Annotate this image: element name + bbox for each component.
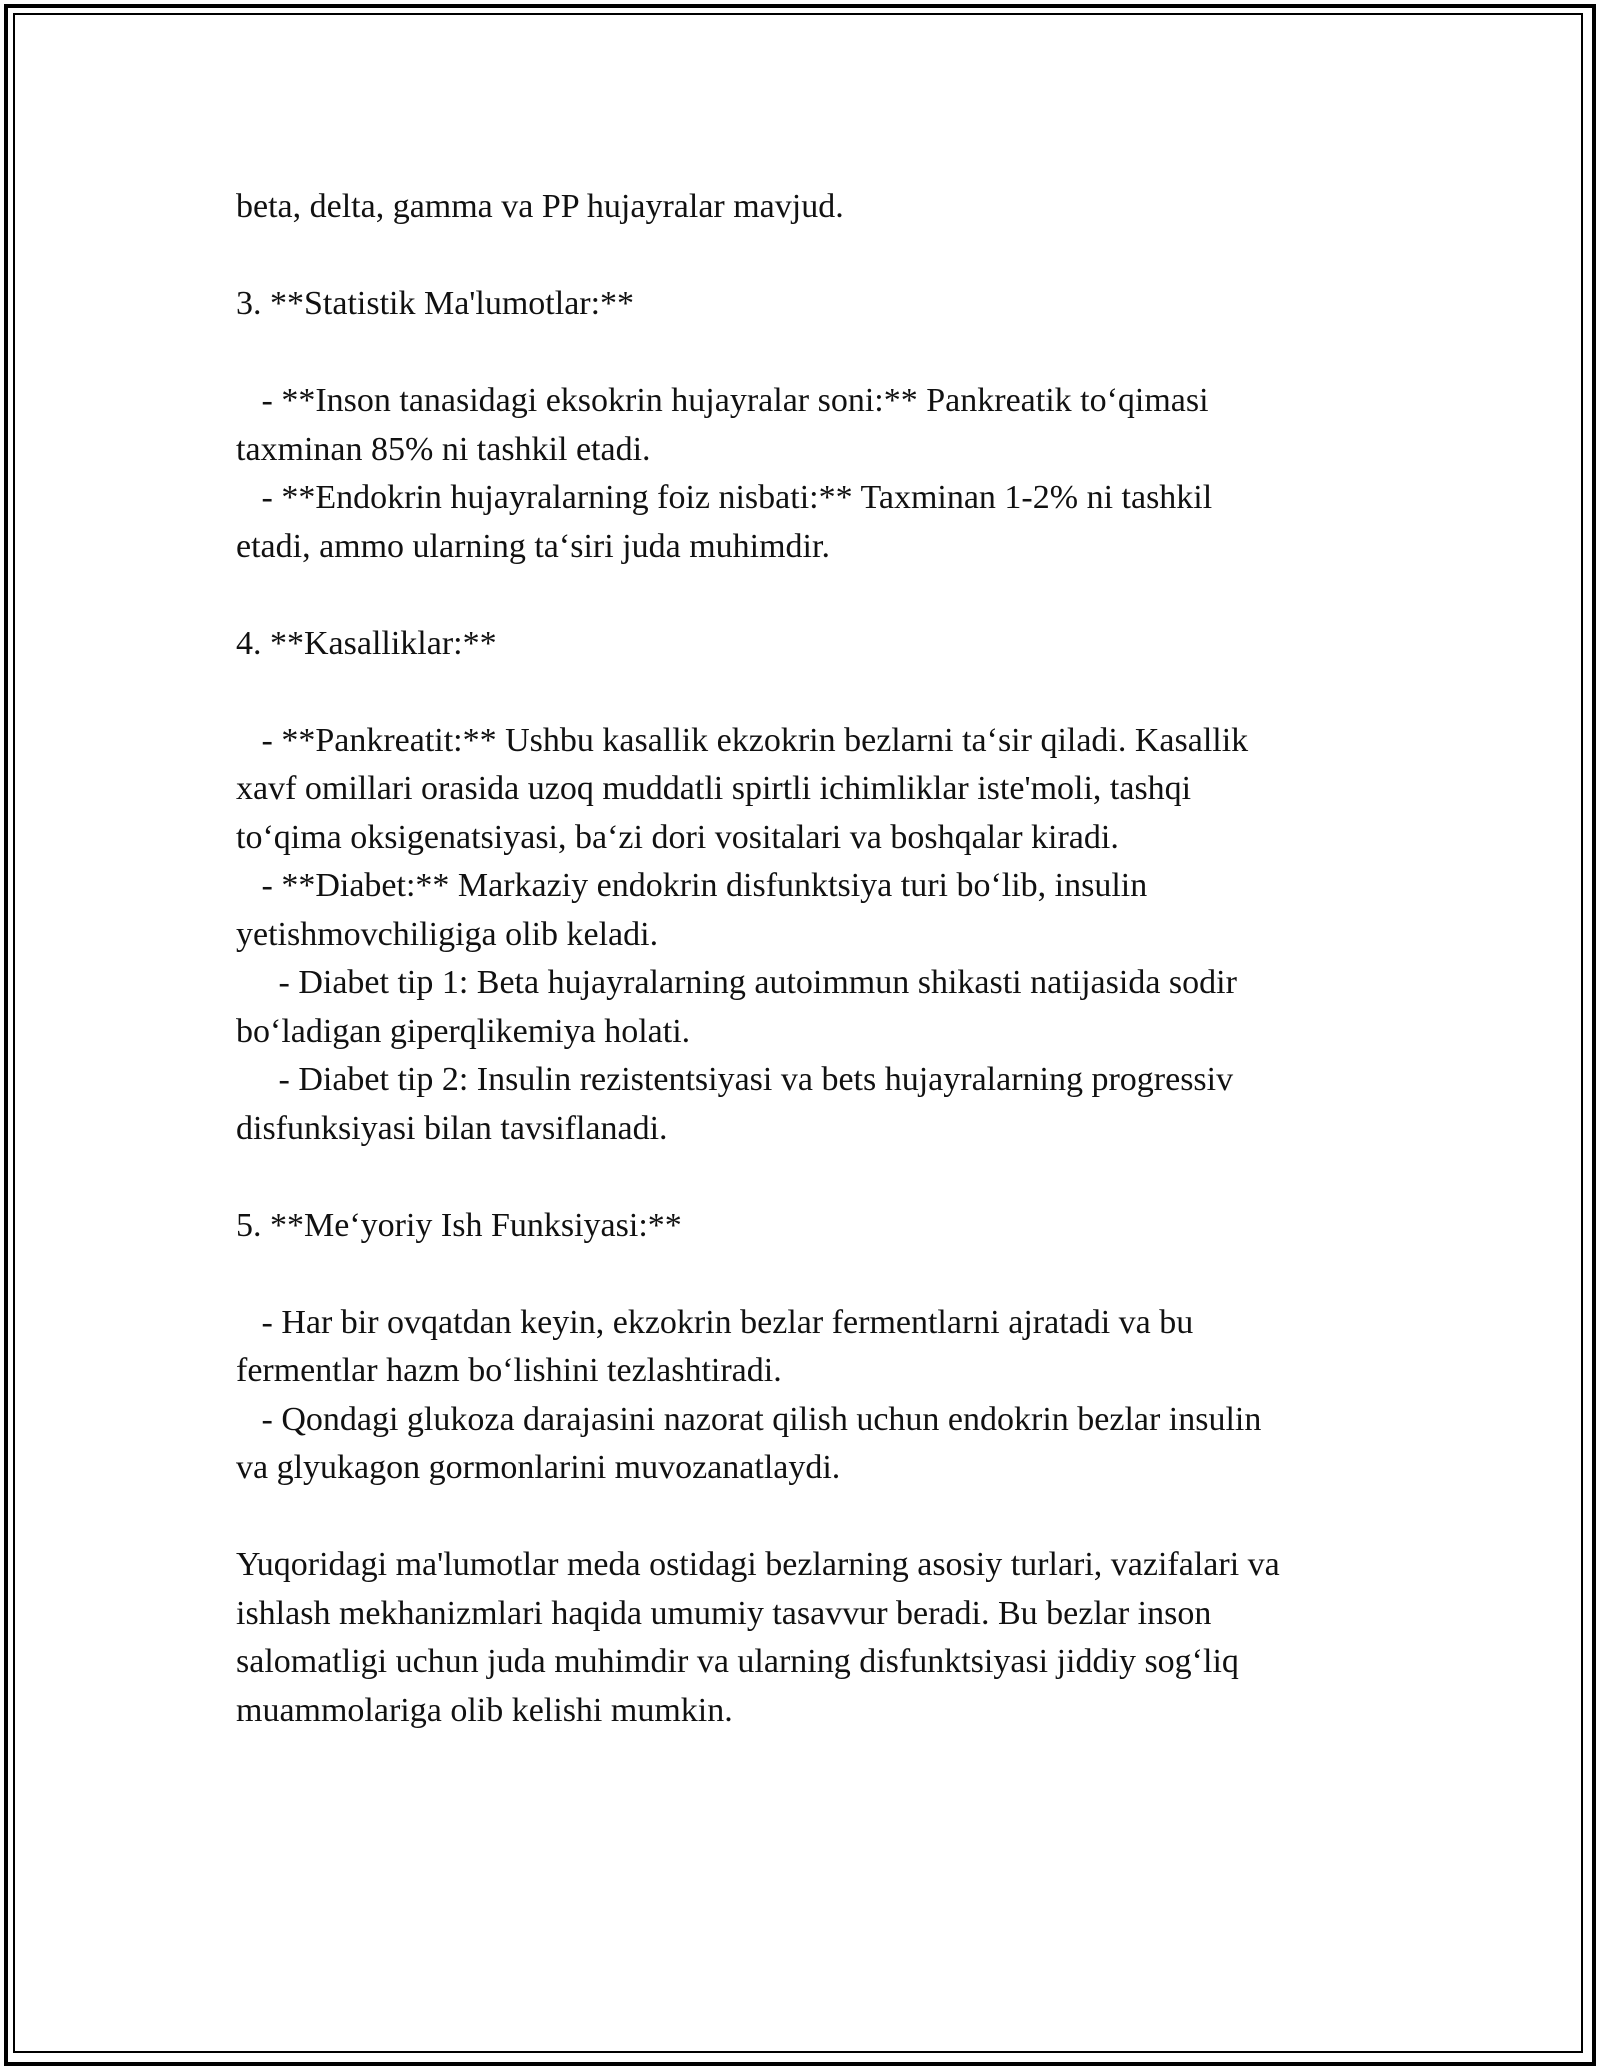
text-paragraph: - Diabet tip 2: Insulin rezistentsiyasi va bets hujayralarning progressiv disfunksiyasi bilan tavsiflanadi.: [236, 1061, 1234, 1147]
text-paragraph: - **Endokrin hujayralarning foiz nisbati:** Taxminan 1-2% ni tashkil etadi, ammo ularning ta‘siri juda muhimdir.: [236, 479, 1213, 565]
paragraph-spacer: [236, 1493, 1386, 1542]
paragraph-spacer: [236, 232, 1386, 281]
document-body: [236, 183, 1386, 1735]
text-paragraph: - Har bir ovqatdan keyin, ekzokrin bezlar fermentlarni ajratadi va bu fermentlar hazm bo‘lishini tezlashtiradi.: [236, 1303, 1194, 1389]
text-paragraph: 4. **Kasalliklar:**: [236, 624, 497, 662]
paragraph-spacer: [236, 571, 1386, 620]
text-paragraph: 5. **Me‘yoriy Ish Funksiyasi:**: [236, 1206, 682, 1244]
text-paragraph: - **Diabet:** Markaziy endokrin disfunktsiya turi bo‘lib, insulin yetishmovchiligiga olib keladi.: [236, 867, 1148, 953]
text-paragraph: - Diabet tip 1: Beta hujayralarning autoimmun shikasti natijasida sodir bo‘ladigan giperqlikemiya holati.: [236, 964, 1237, 1050]
paragraph-spacer: [236, 1153, 1386, 1202]
text-paragraph: Yuqoridagi ma'lumotlar meda ostidagi bezlarning asosiy turlari, vazifalari va ishlash mekhanizmlari haqida umumiy tasavvur beradi. Bu bezlar inson salomatligi uchun juda muhimdir va ularning disfunktsiyasi jiddiy sog‘liq muammolariga olib kelishi mumkin.: [236, 1546, 1280, 1729]
paragraph-spacer: [236, 1250, 1386, 1299]
text-paragraph: beta, delta, gamma va PP hujayralar mavjud.: [236, 188, 844, 225]
paragraph-spacer: [236, 668, 1386, 717]
text-paragraph: - **Pankreatit:** Ushbu kasallik ekzokrin bezlarni ta‘sir qiladi. Kasallik xavf omillari orasida uzoq muddatli spirtli ichimliklar iste'moli, tashqi to‘qima oksigenatsiyasi, ba‘zi dori vositalari va boshqalar kiradi.: [236, 721, 1249, 856]
text-paragraph: - Qondagi glukoza darajasini nazorat qilish uchun endokrin bezlar insulin va glyukagon gormonlarini muvozanatlaydi.: [236, 1400, 1262, 1486]
text-paragraph: 3. **Statistik Ma'lumotlar:**: [236, 285, 635, 322]
paragraph-spacer: [236, 329, 1386, 378]
text-paragraph: - **Inson tanasidagi eksokrin hujayralar soni:** Pankreatik to‘qimasi taxminan 85% ni tashkil etadi.: [236, 382, 1209, 468]
